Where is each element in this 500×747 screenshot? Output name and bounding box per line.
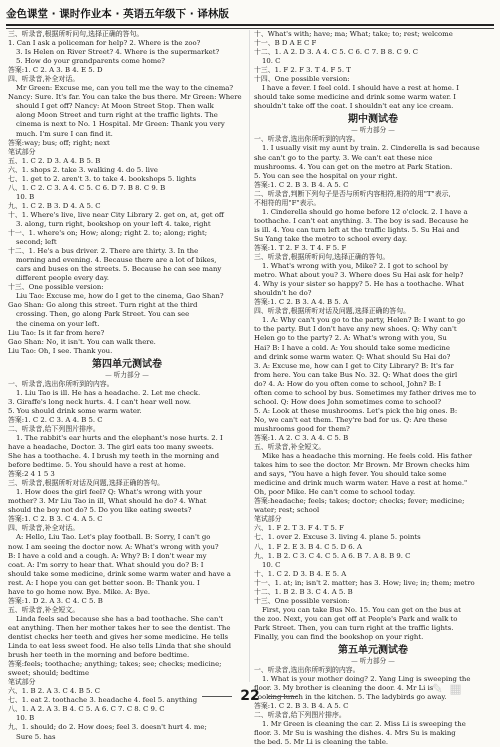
- section-subtitle: — 听力部分 —: [254, 126, 492, 135]
- answer-line: should take some medicine, drink some warm water and have a: [8, 569, 231, 578]
- answer-line: 答案:1. T 2. F 3. T 4. F 5. F: [254, 243, 347, 252]
- answer-line: 六、1. F 2. T 3. F 4. T 5. F: [254, 524, 344, 533]
- answer-line: 十、What's with; have; ma; What; take; to; rest; welcome: [254, 30, 453, 38]
- answer-line: rest. A: I hope you can get better soon. B: Thank you. I: [8, 578, 200, 587]
- answer-line: Gao Shan: Go along this street. Turn right at the third: [8, 301, 198, 310]
- answer-line: 十、1. C 2. D 3. B 4. E 5. A: [254, 569, 347, 578]
- answer-line: 答案:1. C 2. B 3. B 4. A 5. C: [254, 180, 349, 189]
- answer-line: 10. B: [16, 714, 35, 723]
- answer-line: 1. Liu Tao is ill. He has a headache. 2. Let me check.: [16, 388, 201, 397]
- answer-line: Linda to eat less sweet food. He also tells Linda that she should: [8, 642, 231, 651]
- answer-line: coat. A: I'm sorry to hear that. What should you do? B: I: [8, 560, 204, 569]
- answer-line: 一、听录音,选出你所听到的内容。: [254, 135, 360, 144]
- answer-line: cinema is next to No. 1 Hospital. Mr Green: Thank you very: [16, 120, 225, 129]
- left-column: [8, 30, 246, 742]
- answer-line: 3. Giraffe's long neck hurts. 4. I can't hear well now.: [8, 397, 191, 406]
- answer-line: 八、1. F 2. E 3. B 4. C 5. D 6. A: [254, 542, 362, 551]
- answer-line: 八、1. C 2. C 3. A 4. C 5. C 6. D 7. B 8. C 9. B: [8, 183, 166, 192]
- answer-line: 答案:1. C 2. B 3. C 4. A 5. C: [8, 515, 103, 524]
- answer-line: before bedtime. 5. You should have a rest at home.: [8, 461, 186, 470]
- answer-line: 答案:1. C 2. A 3. B 4. E 5. D: [8, 66, 103, 75]
- answer-line: school. Q: How does John sometimes come to school?: [254, 397, 442, 406]
- answer-line: 3. Is Helen on River Street? 4. Where is the supermarket?: [16, 48, 220, 57]
- answer-line: crossing. Then, go along Park Street. You can see: [16, 310, 190, 319]
- answer-line: 三、听录音,根据所听对话及问题,选择正确的答句。: [8, 479, 164, 488]
- answer-line: 答案:headache; feels; takes; doctor; checks; fever; medicine;: [254, 497, 465, 506]
- answer-line: Hai? B: I have a cold. A: You should take some medicine: [254, 343, 450, 352]
- answer-line: 一、听录音,选出你所听到的内容。: [8, 379, 114, 388]
- answer-line: takes him to see the doctor. Mr Brown. Mr Brown checks him: [254, 461, 470, 470]
- answer-line: second; left: [16, 238, 57, 247]
- answer-line: shouldn't he do?: [254, 289, 312, 298]
- answer-line: the bed. 5. Mr Li is cleaning the table.: [254, 738, 389, 747]
- answer-line: 10. B: [16, 192, 35, 201]
- answer-line: morning and evening. 4. Because there are a lot of bikes,: [16, 256, 217, 265]
- answer-line: 二、听录音,判断下列句子是否与所听内容相符,相符的用"T"表示,: [254, 189, 451, 198]
- answer-line: 1. Can I ask a policeman for help? 2. Where is the zoo?: [8, 39, 201, 48]
- answer-line: 答案:1. A 2. C 3. A 4. C 5. B: [254, 433, 349, 442]
- answer-line: Su Yang take the metro to school every day.: [254, 234, 408, 243]
- right-column: [254, 30, 492, 747]
- answer-line: 1. What is your mother doing? 2. Yang Ling is sweeping the: [262, 675, 471, 684]
- answer-line: the cinema on your left.: [16, 319, 100, 328]
- answer-line: 答案:2 4 1 5 3: [8, 470, 55, 479]
- answer-line: 六、1. B 2. A 3. C 4. B 5. C: [8, 687, 101, 696]
- answer-line: 答案:1. C 2. B 3. A 4. B 5. A: [254, 298, 349, 307]
- answer-line: 10. C: [262, 57, 281, 66]
- answer-line: should take some medicine and drink some warm water. I: [254, 93, 457, 102]
- answer-line: 5. You can see the hospital on your right.: [254, 171, 398, 180]
- answer-line: 九、1. C 2. B 3. D 4. A 5. C: [8, 201, 101, 210]
- answer-line: 1. The rabbit's ear hurts and the elephant's nose hurts. 2. I: [16, 433, 223, 442]
- answer-line: 5. How do your grandparents come home?: [16, 57, 165, 66]
- section-title: 第四单元测试卷: [92, 358, 162, 370]
- answer-line: She has a toothache. 4. I brush my teeth in the morning and: [8, 452, 219, 461]
- answer-line: to the party. But I don't have any new shoes. Q: Why can't: [254, 325, 457, 334]
- answer-line: 不相符的用"F"表示。: [254, 198, 321, 207]
- answer-line: 5. You should drink some warm water.: [8, 406, 142, 415]
- answer-line: she can't go to the party. 3. We can't eat these nice: [254, 153, 433, 162]
- answer-line: have to go home now. Bye. Mike. A: Bye.: [8, 587, 151, 596]
- answer-line: 笔试部分: [8, 678, 36, 687]
- answer-line: floor. 3. Mr Su is washing the dishes. 4. Mrs Su is making: [254, 729, 456, 738]
- answer-line: 答案:way; bus; off; right; next: [8, 138, 110, 147]
- header-title: 金色课堂 · 课时作业本 · 英语五年级下 · 译林版: [6, 8, 229, 20]
- answer-line: 十三、One possible version:: [8, 283, 104, 292]
- answer-line: 十一、1. at; in; isn't 2. matter; has 3. How; live; in; them; metro: [254, 578, 475, 587]
- answer-line: No, we can't eat them. They're bad for us. Q: Are these: [254, 415, 448, 424]
- answer-line: water; rest; school: [254, 506, 320, 515]
- answer-line: Mr Green: Excuse me, can you tell me the way to the cinema?: [16, 84, 234, 93]
- answer-line: have a headache, Doctor. 3. The girl eats too many sweets.: [8, 443, 214, 452]
- answer-line: 二、听录音,给下列图片排序。: [254, 711, 346, 720]
- answer-line: different people every day.: [16, 274, 109, 283]
- answer-line: 1. What's wrong with you, Mike? 2. I got to school by: [262, 262, 449, 271]
- answer-line: 10. C: [262, 560, 281, 569]
- answer-line: should the boy not do? 5. Do you like eating sweets?: [8, 506, 192, 515]
- answer-line: First, you can take Bus No. 15. You can get on the bus at: [262, 605, 461, 614]
- answer-line: 十二、1. B 2. B 3. C 4. A 5. B: [254, 587, 353, 596]
- answer-line: now. I am seeing the doctor now. A: What's wrong with you?: [8, 542, 219, 551]
- answer-line: Liu Tao: Is it far from here?: [8, 328, 105, 337]
- answer-line: Sure 5. has: [16, 732, 56, 741]
- column-divider: [249, 30, 250, 682]
- answer-line: 三、听录音,根据所听问句,选择正确的答句。: [8, 30, 144, 38]
- answer-line: 答案:1. D 2. A 3. C 4. C 5. B: [8, 596, 103, 605]
- answer-line: 笔试部分: [8, 147, 36, 156]
- answer-line: 十二、1. A 2. D 3. A 4. C 5. C 6. C 7. B 8. C 9. C: [254, 48, 418, 57]
- answer-line: 答案:feels; toothache; anything; takes; see; checks; medicine;: [8, 660, 222, 669]
- section-title: 第五单元测试卷: [338, 645, 408, 657]
- answer-line: 答案:1. C 2. B 3. B 4. A 5. C: [254, 702, 349, 711]
- answer-line: along Moon Street and turn right at the traffic lights. The: [16, 111, 218, 120]
- answer-line: 十三、1. F 2. F 3. T 4. F 5. T: [254, 66, 351, 75]
- answer-line: 十、1. Where's live, live near City Library 2. get on, at, get off: [8, 210, 224, 219]
- answer-line: 四、听录音,补全对话。: [8, 524, 80, 533]
- answer-line: 三、听录音,根据所听问句,选择正确的答句。: [254, 253, 390, 262]
- page-number: [0, 688, 500, 704]
- page-number-rule-left: [202, 696, 232, 697]
- answer-line: 四、听录音,根据所听对话及问题,选择正确的答句。: [254, 307, 410, 316]
- answer-line: 答案:1. C 2. C 3. A 4. B 5. C: [8, 415, 103, 424]
- answer-line: much. I'm sure I can find it.: [16, 129, 113, 138]
- answer-line: 笔试部分: [254, 515, 282, 524]
- answer-line: 3. along, turn right, bookshop on your left 4. take, right: [16, 219, 211, 228]
- answer-line: metro. What about you? 3. Where does Su Hai ask for help?: [254, 271, 464, 280]
- answer-line: shouldn't take off the coat. I shouldn't eat any ice cream.: [254, 102, 454, 111]
- answer-line: mother? 3. Mr Liu Tao in ill, What should he do? 4. What: [8, 497, 207, 506]
- answer-line: the zoo. Next, you can get off at People's Park and walk to: [254, 614, 458, 623]
- answer-line: do? 4. A: How do you often come to school, John? B: I: [254, 379, 442, 388]
- answer-line: cars and buses on the streets. 5. Because he can see many: [16, 265, 222, 274]
- answer-line: 3. A: Excuse me, how can I get to City Library? B: It's far: [254, 361, 454, 370]
- answer-line: Nancy: Sure. It's far. You can take the bus there. Mr Green: Where: [8, 93, 242, 102]
- page-number-text: 22: [240, 688, 260, 704]
- answer-line: Oh, poor Mike. He can't come to school today.: [254, 488, 416, 497]
- answer-line: Finally, you can find the bookshop on your right.: [254, 633, 424, 641]
- section-subtitle: — 听力部分 —: [254, 657, 492, 666]
- answer-line: sweet; should; bedtime: [8, 669, 90, 678]
- answer-line: 七、1. over 2. Excuse 3. living 4. plane 5. points: [254, 533, 421, 542]
- answer-line: should I get off? Nancy: At Moon Street Stop. Then walk: [16, 102, 214, 111]
- header-rule: [6, 28, 494, 29]
- answer-line: 七、1. get to 2. aren't 3. to take 4. bookshops 5. lights: [8, 174, 197, 183]
- answer-line: 十二、1. He's a bus driver. 2. There are thirty. 3. In the: [8, 247, 199, 256]
- page-number-rule-right: [268, 696, 298, 697]
- answer-line: mushrooms. 4. You can get on the metro at Park Station.: [254, 162, 453, 171]
- answer-line: from here. You can take Bus No. 32. Q: What does the girl: [254, 370, 458, 379]
- answer-line: Liu Tao: Oh, I see. Thank you.: [8, 346, 113, 355]
- answer-line: 4. Why is your sister so happy? 5. He has a toothache. What: [254, 280, 465, 289]
- section-title: 期中测试卷: [348, 114, 398, 126]
- answer-line: 十三、One possible version:: [254, 596, 350, 605]
- answer-line: 十一、1. where's on; How; along; right 2. to; along; right;: [8, 229, 208, 238]
- answer-line: 1. A: Why can't you go to the party, Helen? B: I want to go: [262, 316, 466, 325]
- answer-line: 1. How does the girl feel? Q: What's wrong with your: [16, 488, 202, 497]
- answer-line: and drink some warm water. Q: What should Su Hai do?: [254, 352, 451, 361]
- answer-line: 二、听录音,给下列图片排序。: [8, 424, 100, 433]
- answer-line: cooking lunch in the kitchen. 5. The ladybirds go away.: [254, 693, 447, 702]
- answer-line: B: I have a cold and a cough. A: Why? B: I don't wear my: [8, 551, 207, 560]
- answer-line: A: Hello, Liu Tao. Let's play football. B: Sorry, I can't go: [16, 533, 211, 542]
- answer-line: 六、1. shops 2. take 3. walking 4. do 5. live: [8, 165, 158, 174]
- answer-line: 九、1. should; do 2. How does; feel 3. doesn't hurt 4. me;: [8, 723, 207, 732]
- answer-line: is ill. 4. You can turn left at the traffic lights. 5. Su Hai and: [254, 225, 460, 234]
- answer-line: dentist checks her teeth and gives her some medicine. He tells: [8, 633, 229, 641]
- answer-line: 八、1. A 2. A 3. B 4. C 5. A 6. C 7. C 8. C 9. C: [8, 705, 165, 714]
- answer-line: eat anything. Then her mother takes her to see the dentist. The: [8, 623, 231, 632]
- answer-line: 五、听录音,补全短文。: [8, 605, 80, 614]
- answer-line: often come to school by bus. Sometimes my father drives me to: [254, 388, 477, 397]
- answer-line: 十四、One possible version:: [254, 75, 350, 84]
- answer-line: 5. A: Look at these mushrooms. Let's pick the big ones. B:: [254, 406, 458, 415]
- answer-line: medicine and drink much warm water. Have a rest at home.": [254, 479, 468, 488]
- answer-line: Liu Tao: Excuse me, how do I get to the cinema, Gao Shan?: [16, 292, 224, 301]
- answer-line: 1. I usually visit my aunt by train. 2. Cinderella is sad because: [262, 144, 480, 153]
- answer-line: and says, "You have a high fever. You should take some: [254, 470, 447, 479]
- answer-line: 五、1. C 2. D 3. A 4. B 5. B: [8, 156, 101, 165]
- answer-line: 四、听录音,补全对话。: [8, 75, 80, 84]
- answer-line: 一、听录音,选出你所听到的内容。: [254, 666, 360, 675]
- answer-line: Gao Shan: No, it isn't. You can walk there.: [8, 337, 156, 346]
- answer-line: I have a fever. I feel cold. I should have a rest at home. I: [262, 84, 459, 93]
- answer-line: Linda feels sad because she has a bad toothache. She can't: [16, 614, 224, 623]
- answer-line: floor. 3. My brother is cleaning the door. 4. Mr Li is: [254, 684, 434, 693]
- answer-line: 七、1. eat 2. toothache 3. headache 4. feel 5. anything: [8, 696, 198, 705]
- section-subtitle: — 听力部分 —: [8, 371, 246, 380]
- answer-line: Helen go to the party? 2. A: What's wrong with you, Su: [254, 334, 447, 343]
- answer-line: Mike has a headache this morning. He feels cold. His father: [262, 452, 473, 461]
- page-header: [6, 6, 494, 26]
- answer-line: 九、1. B 2. C 3. C 4. C 5. A 6. B 7. A 8. B 9. C: [254, 551, 411, 560]
- answer-line: 十一、B D A E C F: [254, 39, 317, 48]
- answer-line: 五、听录音,补全短文。: [254, 443, 326, 452]
- answer-line: mushrooms good for them?: [254, 424, 350, 433]
- watermark-logo: ✎ ▦: [432, 682, 463, 697]
- answer-line: toothache. I can't eat anything. 3. The boy is sad. Because he: [254, 216, 469, 225]
- answer-line: 1. Mr Green is cleaning the car. 2. Miss Li is sweeping the: [262, 720, 466, 729]
- answer-line: 1. Cinderella should go home before 12 o'clock. 2. I have a: [262, 207, 468, 216]
- answer-line: Park Street. Then, you can turn right at the traffic lights.: [254, 623, 454, 632]
- answer-line: brush her teeth in the morning and before bedtime.: [8, 651, 190, 660]
